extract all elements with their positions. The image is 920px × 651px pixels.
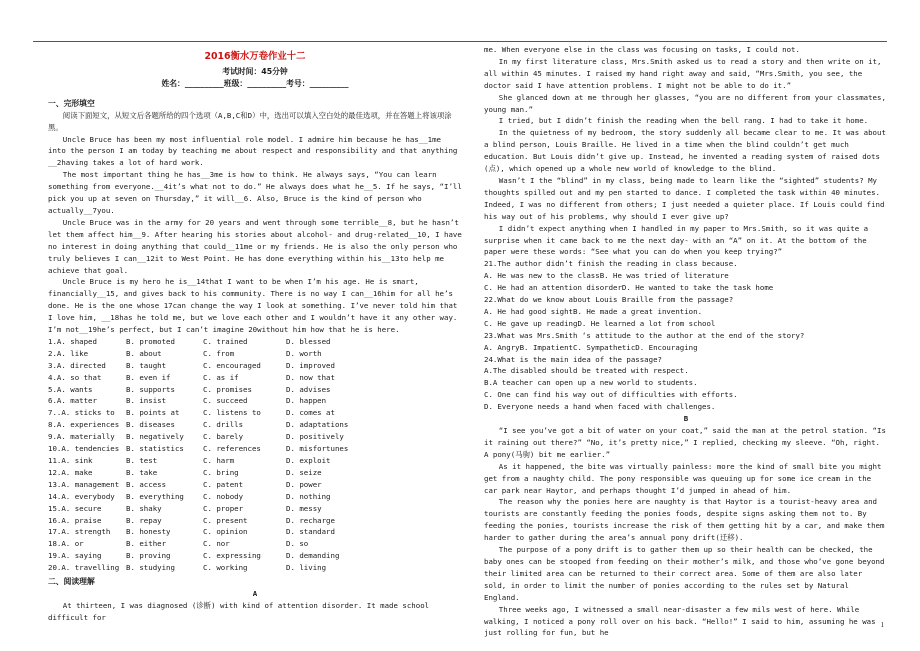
option-row [48, 348, 462, 360]
option-row [48, 515, 462, 527]
option-choice: D. power [286, 479, 322, 489]
question-line: A.The disabled should be treated with respect. [484, 366, 689, 376]
option-choice: D. adaptations [286, 420, 349, 430]
option-choice: B. everything [126, 491, 184, 501]
option-choice: C. succeed [203, 396, 248, 406]
option-choice: 8.A. experiences [48, 420, 120, 430]
option-choice: B. promoted [126, 336, 175, 346]
option-choice: B. test [126, 456, 158, 465]
option-choice: B. supports [126, 384, 175, 394]
option-choice: C. from [203, 348, 235, 358]
option-choice: 9.A. materially [48, 432, 115, 442]
option-choice: 19.A. saying [48, 551, 102, 561]
option-row [48, 526, 462, 538]
option-choice: B. proving [126, 551, 171, 561]
option-choice: 16.A. praise [48, 515, 102, 525]
option-row [48, 467, 462, 479]
option-row [48, 491, 462, 503]
option-choice: D. standard [286, 527, 335, 537]
passage-b-paragraph: As it happened, the bite was virtually painless: more the kind of small bite you might get from a naughty child. The pony responsible was queuing up for some ice cream in the car park near Haytor, and perhaps thought I’d jumped in ahead of him. [484, 461, 882, 495]
option-choice: C. references [203, 444, 261, 454]
option-choice: 15.A. secure [48, 503, 102, 513]
section2-heading: 二、阅读理解 [48, 577, 95, 587]
cloze-paragraph: The most important thing he has__3me is how to think. He always says, “You can learn something from everyone.__4it’s what not to do.” He always does what he__5. If he says, “I’ll pick you up at seven on Thursday,” it will__6. Also, Bruce is the kind of person who actually__7you. [48, 170, 462, 215]
section1-instruction: 阅读下面短文，从短文后各题所给的四个选项（A,B,C和D）中，选出可以填入空白处的最佳选项，并在答题上将该项涂黑。 [48, 110, 452, 132]
passage-a-paragraph: In the quietness of my bedroom, the story suddenly all became clear to me. It was about a blind person, Louis Braille. He lived in a time when the blind couldn’t get much education. But Louis didn’t give up. Instead, he invented a reading system of raised dots (点), which opened up a whole new world of knowledge to the blind. [484, 128, 886, 174]
option-choice: 7..A. sticks to [48, 408, 115, 418]
option-choice: C. bring [203, 467, 239, 477]
option-choice: D. worth [286, 348, 322, 358]
option-choice: 3.A. directed [48, 360, 106, 370]
option-choice: 14.A. everybody [48, 491, 115, 501]
option-choice: D. demanding [286, 551, 340, 561]
option-choice: 11.A. sink [48, 456, 93, 465]
option-choice: 1.A. shaped [48, 336, 97, 346]
option-choice: D. so [286, 539, 309, 549]
option-choice: D. recharge [286, 515, 335, 525]
option-row [48, 443, 462, 455]
option-choice: 13.A. management [48, 479, 120, 489]
option-row [48, 384, 462, 396]
right-column [484, 44, 888, 638]
option-choice: D. advises [286, 384, 331, 394]
option-choice: D. improved [286, 360, 335, 370]
option-row [48, 372, 462, 384]
option-choice: D. messy [286, 503, 322, 513]
option-choice: C. as if [203, 372, 239, 382]
option-choice: C. encouraged [203, 360, 261, 370]
option-row [48, 479, 462, 491]
header-rule [33, 41, 887, 42]
option-choice: B. negatively [126, 432, 184, 442]
page-title: 2016衡水万卷作业十二 [204, 51, 306, 62]
question-line: A. He had good sightB. He made a great invention. [484, 306, 703, 316]
option-row [48, 419, 462, 431]
cloze-options [48, 336, 462, 574]
option-choice: 17.A. strength [48, 527, 111, 537]
option-choice: 5.A. wants [48, 384, 93, 394]
reading-questions [484, 258, 888, 413]
passage-b-paragraph: The purpose of a pony drift is to gather them up so their health can be checked, the baby ones can be stooped from feeding on their mother’s milk, and those who’ve gone beyond their limited area can be returned to their correct area. Some of them are also later sold, in order to limit the number of ponies according to the rules set by Natural England. [484, 545, 885, 602]
option-row [48, 360, 462, 372]
option-row [48, 538, 462, 550]
option-row [48, 431, 462, 443]
question-line: C. One can find his way out of difficulties with efforts. [484, 390, 738, 400]
passage-a-paragraph: She glanced down at me through her glasses, “you are no different from your classmates, young man.” [484, 92, 886, 114]
passage-a-paragraph: I tried, but I didn’t finish the reading when the bell rang. I had to take it home. [498, 116, 869, 126]
option-choice: B. diseases [126, 420, 175, 430]
option-choice: 20.A. travelling [48, 563, 120, 573]
option-choice: C. opinion [203, 527, 248, 537]
option-choice: C. trained [203, 336, 248, 346]
option-choice: C. proper [203, 503, 244, 513]
question-line: 24.What is the main idea of the passage? [484, 354, 662, 364]
option-choice: C. nobody [203, 491, 244, 501]
passage-a-start: At thirteen, I was diagnosed (诊断) with kind of attention disorder. It made school difficult for [48, 600, 430, 622]
option-choice: 12.A. make [48, 467, 93, 477]
option-choice: C. barely [203, 432, 244, 442]
passage-b-label: B [683, 414, 689, 424]
question-line: A. He was new to the classB. He was tried of literature [484, 271, 729, 281]
question-line: A. AngryB. ImpatientC. SympatheticD. Encouraging [484, 342, 698, 352]
question-line: C. He had an attention disorderD. He wanted to take the task home [484, 283, 774, 293]
option-choice: D. blessed [286, 336, 331, 346]
option-choice: D. exploit [286, 456, 331, 465]
passage-a-line: me. When everyone else in the class was focusing on tasks, I could not. [484, 45, 800, 54]
option-choice: D. nothing [286, 491, 331, 501]
section1-heading: 一、完形填空 [48, 98, 95, 108]
option-choice: B. either [126, 539, 167, 549]
option-row [48, 407, 462, 419]
option-choice: C. expressing [203, 551, 261, 561]
option-choice: D. positively [286, 432, 344, 442]
option-choice: C. nor [203, 539, 230, 549]
option-choice: C. patent [203, 479, 244, 489]
option-choice: B. studying [126, 563, 175, 573]
option-choice: B. honesty [126, 527, 171, 537]
option-choice: C. present [203, 515, 248, 525]
option-row [48, 455, 462, 467]
cloze-paragraph: Uncle Bruce was in the army for 20 years and went through some terrible__8, but he hasn’t let them affect him__9. After hearing his stories about alcohol- and drug-related__10, I have no interest in doing anything that could__11me or my friends. He is also the only person who truly believes I can__12it to West Point. He has done everything within his__13to help me achieve that goal. [48, 217, 462, 275]
passage-b-paragraph: The reason why the ponies here are naughty is that Haytor is a tourist-heavy area and tourists are constantly feeding the ponies foods, despite signs asking them not to. By feeding the ponies, tourists increase the risk of them getting hit by a car, and make them harder to gather during the area’s annual pony drift(迁移). [484, 497, 885, 543]
passage-b-paragraph: “I see you’ve got a bit of water on your coat,” said the man at the petrol station. “Is it raining out there?” “No, it’s pretty nice,” I replied, checking my sleeve. “Oh, right. A pony(马驹) bit me earlier.” [484, 426, 886, 459]
option-choice: C. listens to [203, 408, 261, 418]
option-row [48, 562, 462, 574]
question-line: 22.What do we know about Louis Braille from the passage? [484, 295, 734, 305]
option-choice: B. even if [126, 372, 171, 382]
passage-a-paragraph: I didn’t expect anything when I handled in my paper to Mrs.Smith, so it was quite a surprise when it came back to me the next day- with an “A” on it. At the bottom of the paper were these words: “See what you can do when you keep trying?” [484, 223, 869, 257]
question-line: B.A teacher can open up a new world to students. [484, 378, 698, 388]
option-choice: D. happen [286, 396, 327, 406]
option-choice: B. insist [126, 396, 167, 406]
left-column [48, 44, 462, 622]
option-choice: C. working [203, 563, 248, 573]
option-choice: B. points at [126, 408, 180, 418]
question-line: 23.What was Mrs.Smith ‘s attitude to the author at the end of the story? [484, 330, 805, 340]
exam-time: 考试时间：45分钟 [222, 67, 288, 76]
option-choice: D. comes at [286, 408, 335, 418]
option-choice: D. living [286, 563, 327, 573]
option-choice: B. about [126, 348, 162, 358]
option-choice: B. access [126, 479, 167, 489]
option-choice: 6.A. matter [48, 396, 97, 406]
passage-a-paragraph: In my first literature class, Mrs.Smith asked us to read a story and then write on it, all within 45 minutes. I raised my hand right away and said, “Mrs.Smith, you see, the doctor said I have attention problems. I might not be able to do it.” [484, 56, 882, 90]
option-choice: B. take [126, 467, 158, 477]
question-line: D. Everyone needs a hand when faced with challenges. [484, 402, 716, 412]
option-row [48, 550, 462, 562]
passage-a-label: A [252, 588, 258, 598]
option-row [48, 336, 462, 348]
page-number: 1 [880, 621, 884, 629]
option-choice: 4.A. so that [48, 372, 102, 382]
student-info-line: 姓名：__________班级：__________考号：__________ [161, 78, 349, 88]
cloze-paragraph: Uncle Bruce has been my most influential role model. I admire him because he has__1me into the person I am today by teaching me about respect and responsibility and that anything __2having takes a lot of hard work. [48, 134, 458, 168]
question-line: 21.The author didn’t finish the reading in class because. [484, 259, 738, 269]
option-choice: B. repay [126, 515, 162, 525]
option-choice: C. promises [203, 384, 252, 394]
cloze-paragraph: Uncle Bruce is my hero he is__14that I want to be when I’m his age. He is smart, financially__15, and gives back to his community. There is no way I can__16him for all he’s done. He is the one whose 17can change the way I look at something. I’ve never told him that I love him, __18has he told me, but we love each other and I wouldn’t have it any other way. I’m not__19he’s perfect, but I can’t imagine 20without him how that he is here. [48, 277, 458, 335]
option-choice: D. now that [286, 372, 335, 382]
option-choice: D. seize [286, 467, 322, 477]
option-choice: C. harm [203, 456, 235, 465]
option-choice: B. statistics [126, 444, 184, 454]
passage-b-paragraph: Three weeks ago, I witnessed a small near-disaster a few mils west of here. While walking, I noticed a pony roll over on his back. “Hello!” I said to him, assuming he was just rolling for fun, but he [484, 604, 876, 638]
option-choice: C. drills [203, 420, 244, 430]
option-choice: 18.A. or [48, 539, 84, 549]
option-choice: 10.A. tendencies [48, 444, 120, 454]
option-choice: B. taught [126, 360, 167, 370]
option-choice: B. shaky [126, 503, 162, 513]
option-choice: D. misfortunes [286, 444, 349, 454]
option-choice: 2.A. like [48, 348, 89, 358]
option-row [48, 395, 462, 407]
passage-a-paragraph: Wasn’t I the “blind” in my class, being made to learn like the “sighted” students? My thoughts spilled out and my pen started to dance. I completed the task within 40 minutes. Indeed, I was no different from others; I just needed a quieter place. If Louis could find his way out of his problems, why should I ever give up? [484, 175, 885, 221]
question-line: C. He gave up readingD. He learned a lot from school [484, 318, 716, 328]
option-row [48, 503, 462, 515]
